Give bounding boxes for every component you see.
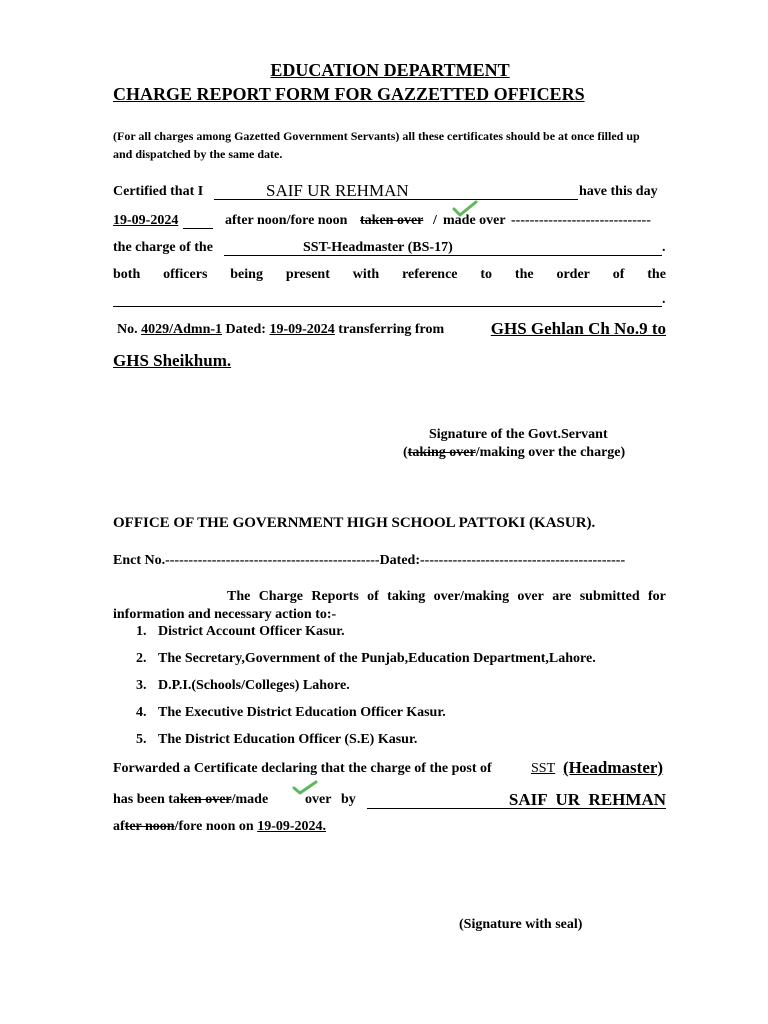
form-note-line-2: and dispatched by the same date. <box>113 147 283 161</box>
date-underline-extension <box>183 228 213 229</box>
has-been-line <box>113 792 268 808</box>
recipient-text: District Account Officer Kasur. <box>158 624 345 639</box>
ken-over-struck: ken over <box>179 792 232 807</box>
taken-over-struck: taken over <box>360 213 424 228</box>
list-number: 5. <box>136 732 147 747</box>
signature-with-seal: (Signature with seal) <box>459 917 583 932</box>
made-part: /made <box>231 792 269 807</box>
recipient-list-item <box>136 678 147 694</box>
noon-text: after noon/fore noon <box>225 213 348 228</box>
word: the <box>514 267 534 282</box>
order-date: 19-09-2024 <box>269 322 335 337</box>
recipient-text: The Executive District Education Officer Kasur. <box>158 705 446 720</box>
word: present <box>285 267 330 282</box>
charge-label: the charge of the <box>113 240 213 255</box>
dated-label: Dated: <box>225 322 266 337</box>
recipient-text: The Secretary,Government of the Punjab,Education Department,Lahore. <box>158 651 596 666</box>
fore-noon-text: /fore noon on <box>174 819 254 834</box>
list-number: 4. <box>136 705 147 720</box>
form-note-line-1: (For all charges among Gazetted Government Servants) all these certificates should be at once filled up <box>113 129 640 143</box>
order-period: . <box>662 292 666 307</box>
noon-date-line <box>113 819 326 835</box>
no-label: No. <box>117 322 138 337</box>
forwarded-officer-name: SAIF UR REHMAN <box>508 790 666 809</box>
word: the <box>647 267 666 282</box>
post-sst: SST <box>531 761 556 776</box>
order-number: 4029/Admn-1 <box>141 322 223 337</box>
form-title: CHARGE REPORT FORM FOR GAZZETTED OFFICERS <box>113 84 585 104</box>
forwarded-text: Forwarded a Certificate declaring that the charge of the post of <box>113 761 492 776</box>
word: taking <box>387 589 426 604</box>
word: Reports <box>311 589 359 604</box>
word: submitted <box>579 589 640 604</box>
word: with <box>352 267 380 282</box>
word: to <box>480 267 493 282</box>
from-school: GHS Gehlan Ch No.9 to <box>490 319 666 338</box>
enct-dated-line: Enct No.----------------------------------------------Dated:-------------------------------------------- <box>113 553 626 568</box>
slash: / <box>433 213 437 228</box>
taking-over-struck: taking over <box>407 445 476 460</box>
recipient-text: The District Education Officer (S.E) Kasur. <box>158 732 418 747</box>
both-officers-line <box>113 267 666 283</box>
word: over/making <box>433 589 510 604</box>
ter-noon-struck: ter noon <box>124 819 175 834</box>
officer-name: SAIF UR REHMAN <box>266 181 409 200</box>
have-this-day-label: have this day <box>579 184 658 199</box>
list-number: 2. <box>136 651 147 666</box>
certified-label: Certified that I <box>113 184 204 199</box>
post-period: . <box>662 240 666 255</box>
information-line: information and necessary action to:- <box>113 607 337 622</box>
word: officers <box>163 267 208 282</box>
recipient-list-item <box>136 732 147 748</box>
word: of <box>367 589 379 604</box>
made-over-text: made over <box>443 213 506 228</box>
list-number: 1. <box>136 624 147 639</box>
word: The <box>227 589 251 604</box>
word: for <box>647 589 666 604</box>
word: being <box>230 267 263 282</box>
open-paren: ( <box>403 445 408 460</box>
submitted-line <box>227 589 666 605</box>
af-prefix: af <box>113 819 125 834</box>
transferring-from-label: transferring from <box>338 322 445 337</box>
charge-date: 19-09-2024 <box>113 213 179 228</box>
word: of <box>612 267 625 282</box>
checkmark-icon <box>292 780 318 796</box>
word: Charge <box>258 589 304 604</box>
recipient-list-item <box>136 705 147 721</box>
post-name: SST-Headmaster (BS-17) <box>303 240 453 255</box>
department-title: EDUCATION DEPARTMENT <box>270 60 510 80</box>
list-number: 3. <box>136 678 147 693</box>
dashes-line: ------------------------------ <box>511 213 651 228</box>
recipient-list-item <box>136 651 147 667</box>
recipient-text: D.P.I.(Schools/Colleges) Lahore. <box>158 678 350 693</box>
word: reference <box>402 267 458 282</box>
office-title: OFFICE OF THE GOVERNMENT HIGH SCHOOL PATTOKI (KASUR). <box>113 515 596 531</box>
word: order <box>556 267 590 282</box>
taking-making-over-note <box>403 445 625 461</box>
by-word: by <box>341 792 356 807</box>
order-underline <box>113 306 662 307</box>
word: are <box>552 589 572 604</box>
signature-govt-servant: Signature of the Govt.Servant <box>429 427 608 442</box>
has-been-prefix: has been ta <box>113 792 180 807</box>
making-over-text: /making over the charge) <box>475 445 626 460</box>
checkmark-icon <box>452 200 478 218</box>
over-word: over <box>305 792 332 807</box>
word: over <box>517 589 544 604</box>
to-school: GHS Sheikhum. <box>113 351 232 370</box>
recipient-list-item <box>136 624 147 640</box>
word: both <box>113 267 141 282</box>
order-number-line <box>117 322 444 338</box>
post-headmaster: (Headmaster) <box>563 758 664 777</box>
forwarded-date: 19-09-2024. <box>257 819 327 834</box>
